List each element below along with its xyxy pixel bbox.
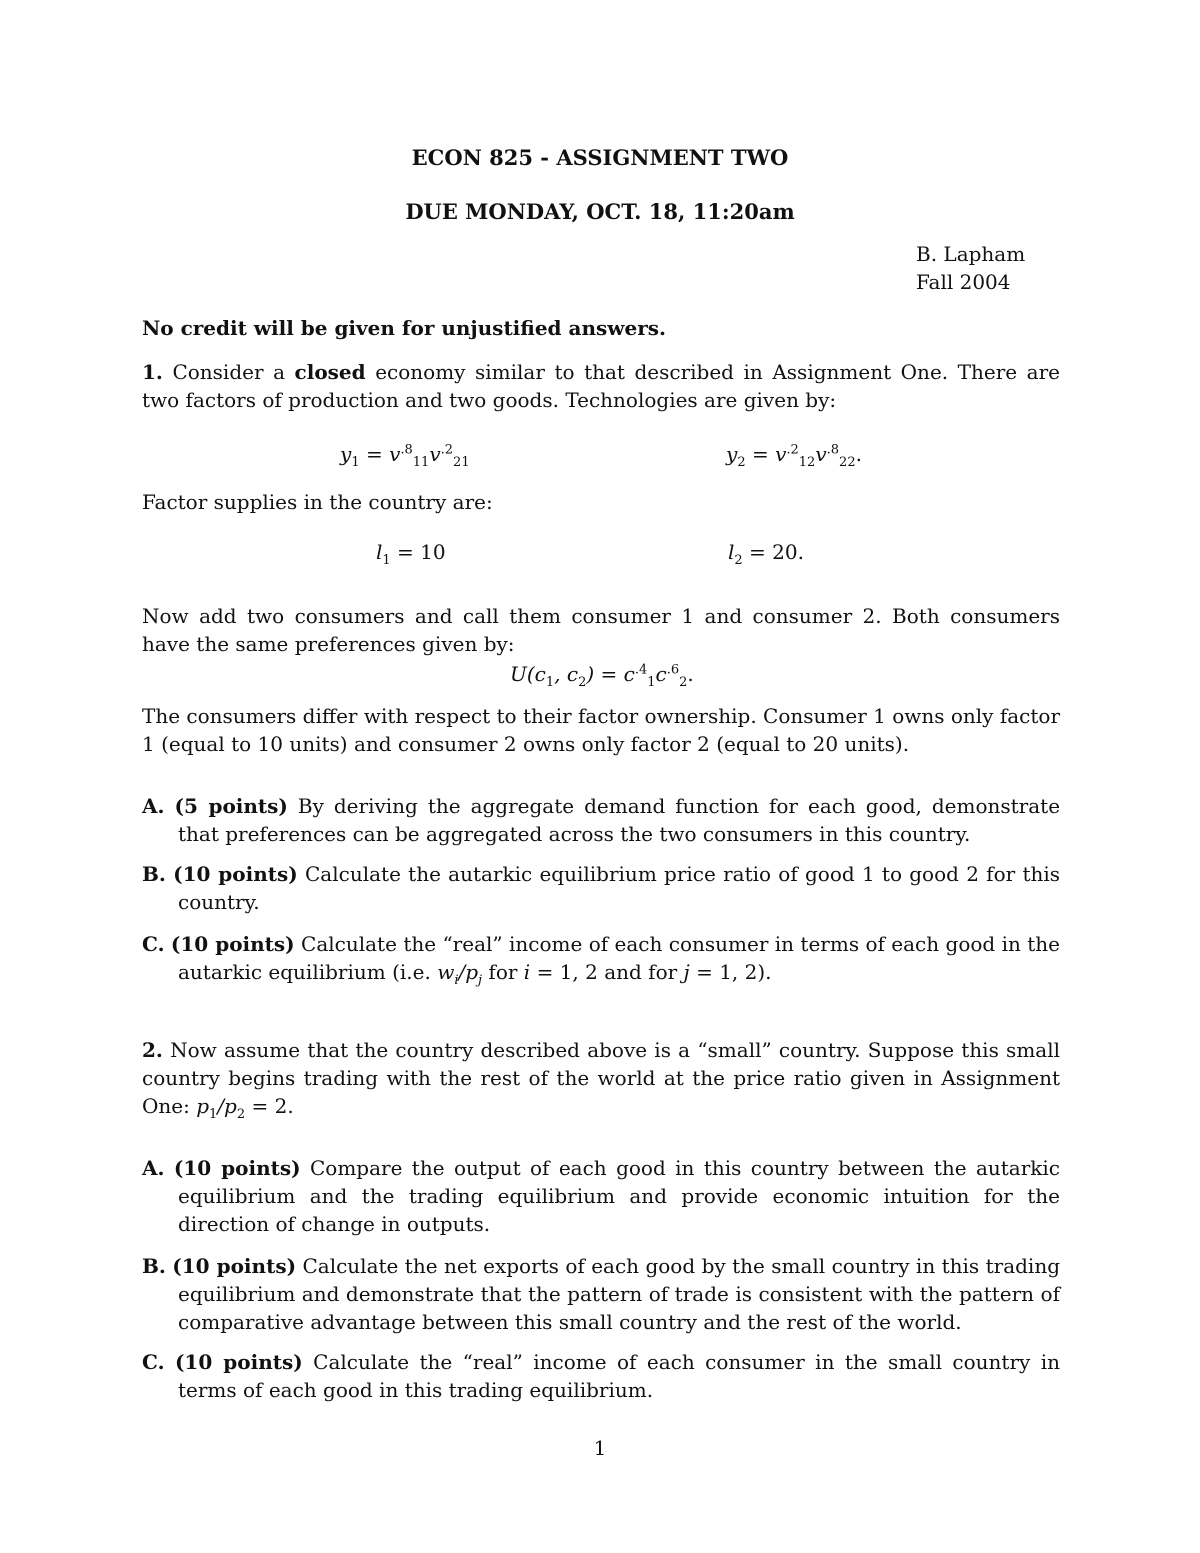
ownership-text: The consumers differ with respect to their factor ownership. Consumer 1 owns only factor 1 (equal to 10 units) and consumer 2 owns only factor 2 (equal to 20 units).: [142, 704, 1061, 756]
q1-part-c: C. (10 points) Calculate the “real” income of each consumer in terms of each good in the autarkic equilibrium (i.e. $w_i/p_j$ for i = 1, 2 and for j = 1, 2).: [142, 932, 1061, 988]
document-title: ECON 825 - ASSIGNMENT TWO: [411, 145, 789, 170]
utility-equation: $U(c_1$, $c_2) = c^{.4}_1c^{.6}_2$.: [510, 662, 694, 690]
author-name: B. Lapham: [916, 242, 1026, 266]
notice-text: No credit will be given for unjustified answers.: [142, 316, 666, 340]
q2-part-b: B. (10 points) Calculate the net exports of each good by the small country in this trading equilibrium and demonstrate that the pattern of trade is consistent with the pattern of comparative advantage between this small country and the rest of the world.: [142, 1254, 1061, 1334]
tech-equation-1: $y_1 = v^{.8}_{11}v^{.2}_{21}$: [340, 442, 470, 470]
q1-part-b: B. (10 points) Calculate the autarkic equilibrium price ratio of good 1 to good 2 for this country.: [142, 862, 1061, 914]
page-number: 1: [593, 1436, 607, 1460]
term-label: Fall 2004: [916, 270, 1011, 294]
q1-number: 1.: [142, 360, 163, 384]
supply-equation-2: $l_2 = 20$.: [728, 540, 804, 568]
q2-part-a: A. (10 points) Compare the output of each good in this country between the autarkic equilibrium and the trading equilibrium and provide economic intuition for the direction of change in outputs.: [142, 1156, 1060, 1236]
q2-part-c: C. (10 points) Calculate the “real” income of each consumer in the small country in terms of each good in this trading equilibrium.: [142, 1350, 1061, 1402]
q1-intro-a: Consider a: [172, 360, 285, 384]
due-date: DUE MONDAY, OCT. 18, 11:20am: [405, 199, 795, 224]
q2-number: 2.: [142, 1038, 163, 1062]
q1-intro: [142, 358, 1060, 414]
supplies-intro: Factor supplies in the country are:: [142, 490, 493, 514]
tech-equation-2: $y_2 = v^{.2}_{12}v^{.8}_{22}$.: [726, 442, 862, 470]
q1-intro-b: economy similar to that described in Assignment One. There are two factors of production and two goods. Technologies are given by:: [142, 360, 1060, 412]
q1-intro-bold: closed: [294, 360, 366, 384]
consumers-text: Now add two consumers and call them consumer 1 and consumer 2. Both consumers have the same preferences given by:: [142, 604, 1060, 656]
q1-part-a: A. (5 points) By deriving the aggregate demand function for each good, demonstrate that preferences can be aggregated across the two consumers in this country.: [142, 794, 1061, 846]
supply-equation-1: $l_1 = 10$: [376, 540, 446, 568]
q2-intro: 2. Now assume that the country described above is a “small” country. Suppose this small country begins trading with the rest of the world at the price ratio given in Assignment One: $p_1/p_2 = 2$.: [142, 1038, 1061, 1122]
